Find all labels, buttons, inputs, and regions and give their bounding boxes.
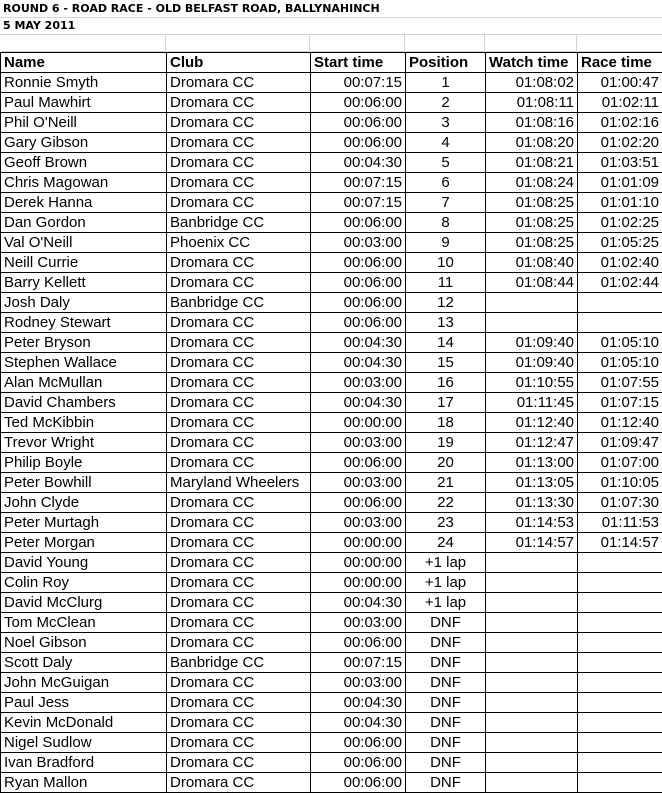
cell-watch-time[interactable] (486, 633, 578, 653)
cell-start-time[interactable]: 00:06:00 (311, 773, 406, 793)
cell-race-time[interactable] (578, 753, 662, 773)
cell-race-time[interactable]: 01:05:10 (578, 353, 662, 373)
cell-watch-time[interactable]: 01:14:57 (486, 533, 578, 553)
cell-watch-time[interactable]: 01:09:40 (486, 333, 578, 353)
cell-race-time[interactable]: 01:02:16 (578, 113, 662, 133)
cell-race-time[interactable]: 01:07:55 (578, 373, 662, 393)
results-body (1, 73, 662, 793)
cell-club[interactable]: Banbridge CC (167, 213, 311, 233)
cell-race-time[interactable]: 01:07:15 (578, 393, 662, 413)
gridline (165, 34, 166, 52)
cell-name[interactable]: Peter Morgan (1, 533, 167, 553)
cell-race-time[interactable] (578, 773, 662, 793)
cell-position[interactable]: 15 (406, 353, 486, 373)
cell-start-time[interactable]: 00:06:00 (311, 133, 406, 153)
header-race-time[interactable]: Race time (578, 53, 662, 73)
cell-race-time[interactable]: 01:05:25 (578, 233, 662, 253)
table-row (1, 673, 662, 693)
cell-position[interactable]: 23 (406, 513, 486, 533)
header-watch-time[interactable]: Watch time (486, 53, 578, 73)
cell-race-time[interactable] (578, 633, 662, 653)
cell-position[interactable]: 8 (406, 213, 486, 233)
cell-name[interactable]: Alan McMullan (1, 373, 167, 393)
cell-watch-time[interactable]: 01:08:25 (486, 213, 578, 233)
cell-start-time[interactable]: 00:00:00 (311, 573, 406, 593)
table-row (1, 373, 662, 393)
table-row (1, 453, 662, 473)
cell-start-time[interactable]: 00:07:15 (311, 73, 406, 93)
table-row (1, 193, 662, 213)
header-row (1, 53, 662, 73)
cell-name[interactable]: Neill Currie (1, 253, 167, 273)
cell-position[interactable]: DNF (406, 693, 486, 713)
cell-name[interactable]: Ryan Mallon (1, 773, 167, 793)
table-row (1, 753, 662, 773)
cell-name[interactable]: Paul Jess (1, 693, 167, 713)
cell-name[interactable]: Paul Mawhirt (1, 93, 167, 113)
cell-name[interactable]: Derek Hanna (1, 193, 167, 213)
cell-watch-time[interactable] (486, 733, 578, 753)
cell-name[interactable]: Philip Boyle (1, 453, 167, 473)
cell-race-time[interactable] (578, 293, 662, 313)
cell-position[interactable]: DNF (406, 633, 486, 653)
cell-watch-time[interactable] (486, 653, 578, 673)
cell-club[interactable]: Dromara CC (167, 393, 311, 413)
table-row (1, 773, 662, 793)
cell-start-time[interactable]: 00:06:00 (311, 273, 406, 293)
cell-watch-time[interactable]: 01:11:45 (486, 393, 578, 413)
table-row (1, 633, 662, 653)
cell-position[interactable]: 22 (406, 493, 486, 513)
cell-club[interactable]: Dromara CC (167, 713, 311, 733)
cell-club[interactable]: Dromara CC (167, 773, 311, 793)
cell-club[interactable]: Dromara CC (167, 693, 311, 713)
cell-start-time[interactable]: 00:06:00 (311, 633, 406, 653)
cell-name[interactable]: Rodney Stewart (1, 313, 167, 333)
table-row (1, 733, 662, 753)
cell-position[interactable]: 7 (406, 193, 486, 213)
date-cell[interactable] (0, 17, 662, 34)
cell-start-time[interactable]: 00:03:00 (311, 433, 406, 453)
table-row (1, 253, 662, 273)
cell-watch-time[interactable]: 01:09:40 (486, 353, 578, 373)
cell-club[interactable]: Dromara CC (167, 73, 311, 93)
cell-race-time[interactable]: 01:03:51 (578, 153, 662, 173)
cell-start-time[interactable]: 00:04:30 (311, 333, 406, 353)
cell-watch-time[interactable]: 01:08:16 (486, 113, 578, 133)
cell-club[interactable]: Dromara CC (167, 553, 311, 573)
cell-name[interactable]: David Young (1, 553, 167, 573)
table-row (1, 653, 662, 673)
cell-position[interactable]: 1 (406, 73, 486, 93)
cell-name[interactable]: John McGuigan (1, 673, 167, 693)
cell-watch-time[interactable]: 01:08:20 (486, 133, 578, 153)
cell-watch-time[interactable]: 01:13:00 (486, 453, 578, 473)
cell-name[interactable]: Ted McKibbin (1, 413, 167, 433)
cell-start-time[interactable]: 00:07:15 (311, 173, 406, 193)
cell-position[interactable]: 2 (406, 93, 486, 113)
table-row (1, 213, 662, 233)
cell-position[interactable]: 11 (406, 273, 486, 293)
cell-race-time[interactable]: 01:00:47 (578, 73, 662, 93)
cell-position[interactable]: DNF (406, 673, 486, 693)
cell-position[interactable]: 5 (406, 153, 486, 173)
cell-watch-time[interactable] (486, 613, 578, 633)
cell-club[interactable]: Dromara CC (167, 673, 311, 693)
cell-start-time[interactable]: 00:06:00 (311, 93, 406, 113)
cell-race-time[interactable] (578, 653, 662, 673)
cell-club[interactable]: Dromara CC (167, 493, 311, 513)
cell-watch-time[interactable] (486, 573, 578, 593)
cell-name[interactable]: Peter Murtagh (1, 513, 167, 533)
cell-position[interactable]: 6 (406, 173, 486, 193)
cell-watch-time[interactable]: 01:14:53 (486, 513, 578, 533)
cell-race-time[interactable]: 01:07:00 (578, 453, 662, 473)
cell-name[interactable]: Phil O'Neill (1, 113, 167, 133)
gridline (0, 34, 662, 35)
cell-position[interactable]: 20 (406, 453, 486, 473)
cell-race-time[interactable] (578, 593, 662, 613)
table-row (1, 393, 662, 413)
cell-start-time[interactable]: 00:04:30 (311, 713, 406, 733)
cell-watch-time[interactable] (486, 773, 578, 793)
cell-start-time[interactable]: 00:06:00 (311, 753, 406, 773)
cell-start-time[interactable]: 00:04:30 (311, 593, 406, 613)
cell-name[interactable]: Noel Gibson (1, 633, 167, 653)
cell-position[interactable]: +1 lap (406, 593, 486, 613)
cell-club[interactable]: Dromara CC (167, 193, 311, 213)
cell-club[interactable]: Dromara CC (167, 433, 311, 453)
cell-club[interactable]: Maryland Wheelers (167, 473, 311, 493)
table-row (1, 493, 662, 513)
cell-start-time[interactable]: 00:07:15 (311, 653, 406, 673)
table-row (1, 73, 662, 93)
header-position[interactable]: Position (406, 53, 486, 73)
cell-club[interactable]: Dromara CC (167, 573, 311, 593)
cell-start-time[interactable]: 00:07:15 (311, 193, 406, 213)
cell-name[interactable]: John Clyde (1, 493, 167, 513)
cell-start-time[interactable]: 00:03:00 (311, 513, 406, 533)
cell-watch-time[interactable] (486, 693, 578, 713)
cell-name[interactable]: David Chambers (1, 393, 167, 413)
cell-race-time[interactable] (578, 573, 662, 593)
cell-watch-time[interactable] (486, 593, 578, 613)
cell-watch-time[interactable] (486, 673, 578, 693)
table-row (1, 473, 662, 493)
cell-position[interactable]: 4 (406, 133, 486, 153)
table-row (1, 293, 662, 313)
cell-watch-time[interactable] (486, 313, 578, 333)
table-row (1, 513, 662, 533)
cell-position[interactable]: 9 (406, 233, 486, 253)
cell-start-time[interactable]: 00:06:00 (311, 313, 406, 333)
cell-start-time[interactable]: 00:00:00 (311, 553, 406, 573)
cell-position[interactable]: DNF (406, 733, 486, 753)
cell-position[interactable]: 12 (406, 293, 486, 313)
table-row (1, 413, 662, 433)
cell-start-time[interactable]: 00:04:30 (311, 153, 406, 173)
table-row (1, 713, 662, 733)
cell-name[interactable]: David McClurg (1, 593, 167, 613)
cell-club[interactable]: Banbridge CC (167, 293, 311, 313)
cell-name[interactable]: Trevor Wright (1, 433, 167, 453)
cell-race-time[interactable]: 01:12:40 (578, 413, 662, 433)
cell-race-time[interactable]: 01:07:30 (578, 493, 662, 513)
cell-name[interactable]: Nigel Sudlow (1, 733, 167, 753)
cell-race-time[interactable]: 01:11:53 (578, 513, 662, 533)
cell-position[interactable]: DNF (406, 713, 486, 733)
cell-race-time[interactable]: 01:05:10 (578, 333, 662, 353)
table-row (1, 433, 662, 453)
cell-position[interactable]: 24 (406, 533, 486, 553)
table-row (1, 313, 662, 333)
cell-watch-time[interactable] (486, 713, 578, 733)
table-row (1, 133, 662, 153)
header-club[interactable]: Club (167, 53, 311, 73)
cell-race-time[interactable]: 01:14:57 (578, 533, 662, 553)
cell-race-time[interactable]: 01:02:25 (578, 213, 662, 233)
cell-race-time[interactable]: 01:02:11 (578, 93, 662, 113)
cell-position[interactable]: 21 (406, 473, 486, 493)
cell-watch-time[interactable]: 01:08:24 (486, 173, 578, 193)
cell-start-time[interactable]: 00:04:30 (311, 353, 406, 373)
cell-club[interactable]: Dromara CC (167, 353, 311, 373)
gridline (404, 34, 405, 52)
table-row (1, 573, 662, 593)
cell-position[interactable]: 3 (406, 113, 486, 133)
cell-club[interactable]: Dromara CC (167, 273, 311, 293)
cell-race-time[interactable] (578, 613, 662, 633)
results-table (0, 52, 662, 793)
cell-name[interactable]: Chris Magowan (1, 173, 167, 193)
cell-start-time[interactable]: 00:03:00 (311, 473, 406, 493)
cell-position[interactable]: DNF (406, 773, 486, 793)
cell-watch-time[interactable]: 01:08:21 (486, 153, 578, 173)
table-row (1, 233, 662, 253)
cell-watch-time[interactable]: 01:12:47 (486, 433, 578, 453)
title-cell[interactable] (0, 0, 662, 17)
cell-start-time[interactable]: 00:06:00 (311, 253, 406, 273)
cell-club[interactable]: Dromara CC (167, 453, 311, 473)
cell-start-time[interactable]: 00:00:00 (311, 533, 406, 553)
table-row (1, 333, 662, 353)
cell-position[interactable]: 18 (406, 413, 486, 433)
cell-position[interactable]: 17 (406, 393, 486, 413)
cell-race-time[interactable]: 01:02:44 (578, 273, 662, 293)
cell-position[interactable]: 19 (406, 433, 486, 453)
race-title: ROUND 6 - ROAD RACE - OLD BELFAST ROAD, BALLYNAHINCH (3, 2, 380, 15)
gridline (484, 34, 485, 52)
cell-watch-time[interactable] (486, 553, 578, 573)
cell-position[interactable]: DNF (406, 753, 486, 773)
cell-start-time[interactable]: 00:06:00 (311, 293, 406, 313)
cell-race-time[interactable]: 01:10:05 (578, 473, 662, 493)
cell-start-time[interactable]: 00:06:00 (311, 453, 406, 473)
cell-name[interactable]: Ivan Bradford (1, 753, 167, 773)
cell-position[interactable]: +1 lap (406, 573, 486, 593)
cell-club[interactable]: Dromara CC (167, 373, 311, 393)
table-row (1, 273, 662, 293)
cell-club[interactable]: Phoenix CC (167, 233, 311, 253)
cell-watch-time[interactable]: 01:10:55 (486, 373, 578, 393)
table-row (1, 113, 662, 133)
cell-start-time[interactable]: 00:03:00 (311, 673, 406, 693)
cell-race-time[interactable]: 01:09:47 (578, 433, 662, 453)
cell-club[interactable]: Dromara CC (167, 733, 311, 753)
cell-club[interactable]: Dromara CC (167, 513, 311, 533)
cell-start-time[interactable]: 00:03:00 (311, 613, 406, 633)
cell-start-time[interactable]: 00:06:00 (311, 213, 406, 233)
cell-club[interactable]: Dromara CC (167, 593, 311, 613)
table-row (1, 613, 662, 633)
cell-position[interactable]: DNF (406, 613, 486, 633)
cell-watch-time[interactable]: 01:08:02 (486, 73, 578, 93)
cell-watch-time[interactable]: 01:13:30 (486, 493, 578, 513)
gridline (576, 34, 577, 52)
table-row (1, 553, 662, 573)
cell-start-time[interactable]: 00:03:00 (311, 233, 406, 253)
cell-name[interactable]: Geoff Brown (1, 153, 167, 173)
cell-club[interactable]: Dromara CC (167, 533, 311, 553)
cell-name[interactable]: Stephen Wallace (1, 353, 167, 373)
cell-race-time[interactable]: 01:02:40 (578, 253, 662, 273)
cell-name[interactable]: Dan Gordon (1, 213, 167, 233)
cell-start-time[interactable]: 00:00:00 (311, 413, 406, 433)
cell-race-time[interactable] (578, 693, 662, 713)
cell-club[interactable]: Dromara CC (167, 153, 311, 173)
cell-race-time[interactable]: 01:01:10 (578, 193, 662, 213)
cell-position[interactable]: 13 (406, 313, 486, 333)
cell-club[interactable]: Dromara CC (167, 253, 311, 273)
cell-position[interactable]: +1 lap (406, 553, 486, 573)
cell-name[interactable]: Peter Bowhill (1, 473, 167, 493)
cell-watch-time[interactable] (486, 753, 578, 773)
cell-race-time[interactable] (578, 673, 662, 693)
cell-club[interactable]: Banbridge CC (167, 653, 311, 673)
cell-watch-time[interactable]: 01:08:25 (486, 233, 578, 253)
header-start-time[interactable]: Start time (311, 53, 406, 73)
race-date: 5 MAY 2011 (3, 19, 76, 32)
cell-watch-time[interactable]: 01:08:44 (486, 273, 578, 293)
gridline (309, 34, 310, 52)
cell-start-time[interactable]: 00:06:00 (311, 733, 406, 753)
cell-club[interactable]: Dromara CC (167, 613, 311, 633)
cell-name[interactable]: Val O'Neill (1, 233, 167, 253)
cell-watch-time[interactable]: 01:12:40 (486, 413, 578, 433)
cell-race-time[interactable] (578, 313, 662, 333)
cell-race-time[interactable]: 01:02:20 (578, 133, 662, 153)
cell-club[interactable]: Dromara CC (167, 133, 311, 153)
cell-position[interactable]: 16 (406, 373, 486, 393)
cell-watch-time[interactable] (486, 293, 578, 313)
table-row (1, 533, 662, 553)
cell-start-time[interactable]: 00:04:30 (311, 693, 406, 713)
cell-name[interactable]: Tom McClean (1, 613, 167, 633)
cell-club[interactable]: Dromara CC (167, 113, 311, 133)
table-row (1, 593, 662, 613)
cell-name[interactable]: Gary Gibson (1, 133, 167, 153)
cell-race-time[interactable] (578, 713, 662, 733)
cell-club[interactable]: Dromara CC (167, 413, 311, 433)
cell-position[interactable]: 14 (406, 333, 486, 353)
table-row (1, 93, 662, 113)
table-row (1, 693, 662, 713)
cell-club[interactable]: Dromara CC (167, 633, 311, 653)
cell-start-time[interactable]: 00:03:00 (311, 373, 406, 393)
cell-club[interactable]: Dromara CC (167, 333, 311, 353)
cell-name[interactable]: Barry Kellett (1, 273, 167, 293)
table-row (1, 153, 662, 173)
cell-race-time[interactable]: 01:01:09 (578, 173, 662, 193)
cell-club[interactable]: Dromara CC (167, 93, 311, 113)
cell-name[interactable]: Scott Daly (1, 653, 167, 673)
cell-race-time[interactable] (578, 733, 662, 753)
cell-start-time[interactable]: 00:06:00 (311, 493, 406, 513)
table-row (1, 353, 662, 373)
cell-name[interactable]: Ronnie Smyth (1, 73, 167, 93)
cell-start-time[interactable]: 00:04:30 (311, 393, 406, 413)
cell-name[interactable]: Kevin McDonald (1, 713, 167, 733)
header-name[interactable]: Name (1, 53, 167, 73)
cell-club[interactable]: Dromara CC (167, 173, 311, 193)
cell-watch-time[interactable]: 01:08:25 (486, 193, 578, 213)
cell-position[interactable]: DNF (406, 653, 486, 673)
cell-club[interactable]: Dromara CC (167, 313, 311, 333)
cell-club[interactable]: Dromara CC (167, 753, 311, 773)
cell-watch-time[interactable]: 01:08:11 (486, 93, 578, 113)
cell-position[interactable]: 10 (406, 253, 486, 273)
cell-watch-time[interactable]: 01:08:40 (486, 253, 578, 273)
cell-watch-time[interactable]: 01:13:05 (486, 473, 578, 493)
cell-race-time[interactable] (578, 553, 662, 573)
cell-name[interactable]: Peter Bryson (1, 333, 167, 353)
cell-start-time[interactable]: 00:06:00 (311, 113, 406, 133)
cell-name[interactable]: Josh Daly (1, 293, 167, 313)
table-row (1, 173, 662, 193)
cell-name[interactable]: Colin Roy (1, 573, 167, 593)
